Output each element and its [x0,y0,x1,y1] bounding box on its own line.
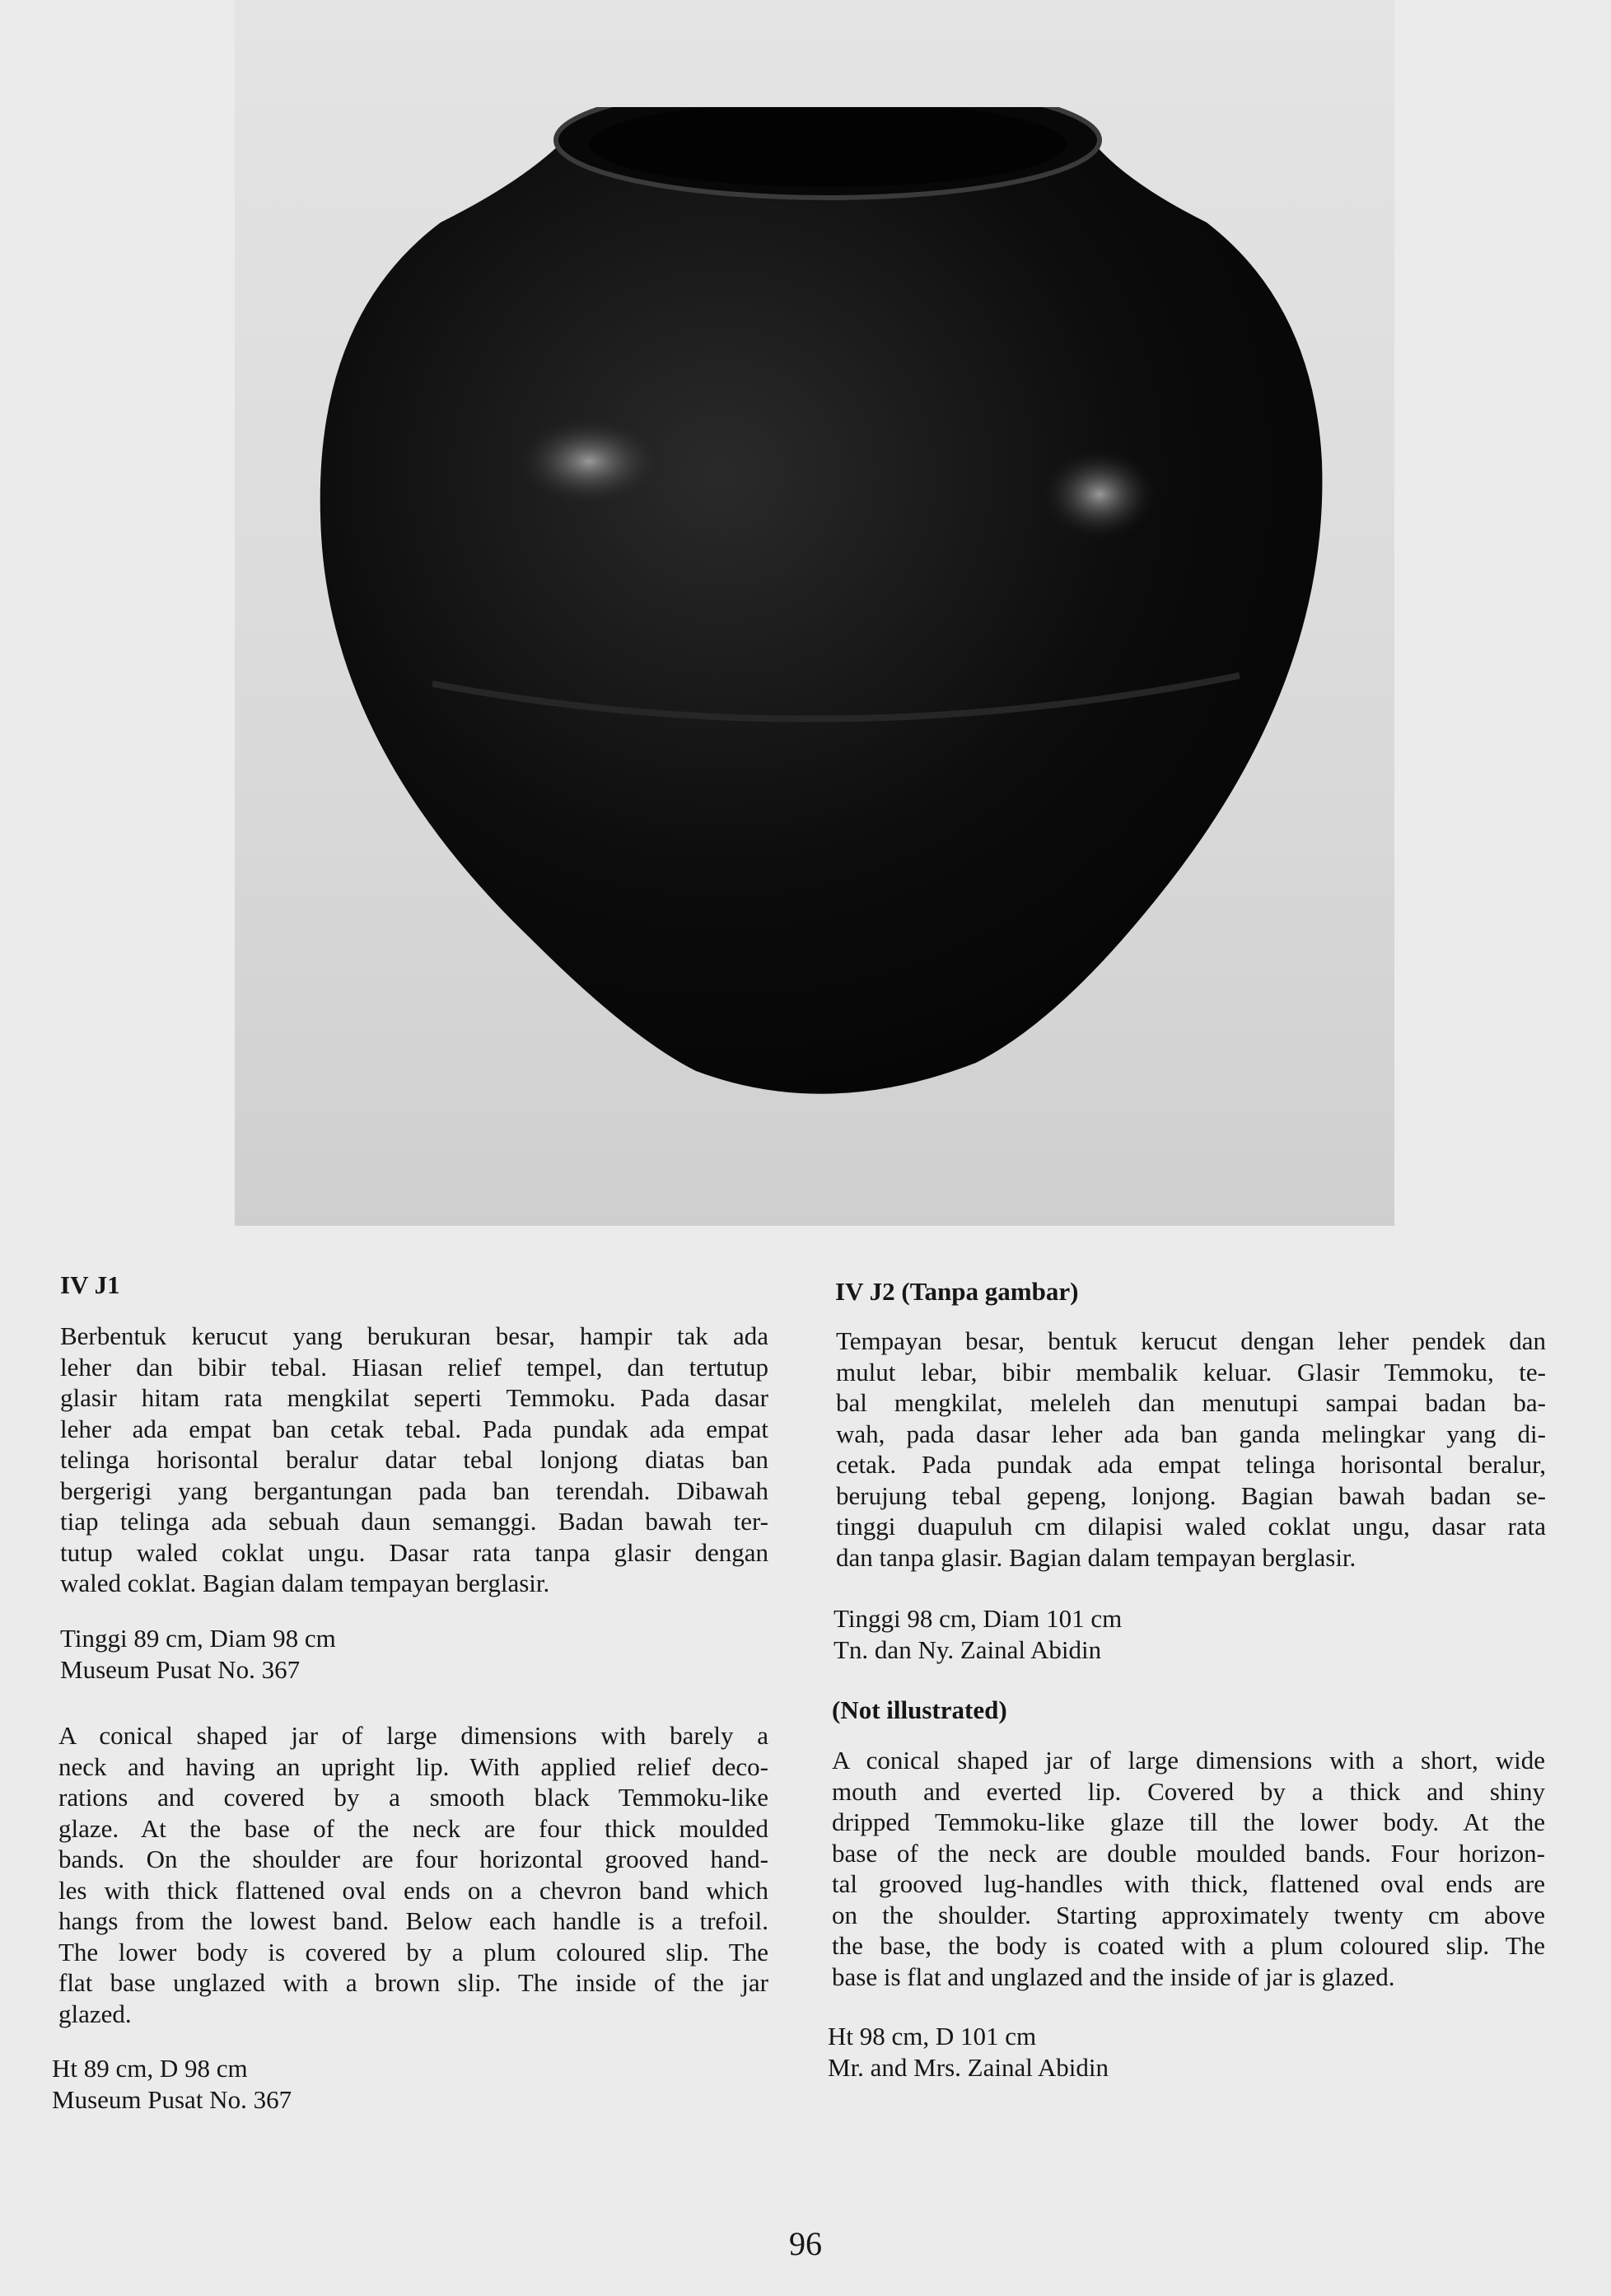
text-line: Tempayan besar, bentuk kerucut dengan leher pendek dan [836,1326,1546,1355]
text-line: wah, pada dasar leher ada ban ganda melingkar yang di- [836,1419,1546,1448]
text-line: the base, the body is coated with a plum coloured slip. The [832,1931,1545,1960]
text-line: telinga horisontal beralur datar tebal lonjong diatas ban [60,1445,768,1474]
text-line: rations and covered by a smooth black Temmoku-like [58,1783,768,1812]
iv-j1-indonesian-description [60,1321,768,1599]
owner: Mr. and Mrs. Zainal Abidin [828,2052,1109,2082]
text-line: bal mengkilat, meleleh dan menutupi sampai badan ba- [836,1388,1546,1417]
temmoku-jar-image [317,107,1342,1133]
text-line: berujung tebal gepeng, lonjong. Bagian bawah badan se- [836,1480,1546,1510]
owner: Museum Pusat No. 367 [52,2084,292,2114]
text-line: neck and having an upright lip. With applied relief deco- [58,1751,768,1781]
text-line: glazed. [58,1999,132,2028]
text-line: waled coklat. Bagian dalam tempayan berglasir. [60,1569,550,1597]
text-line: A conical shaped jar of large dimensions with a short, wide [832,1746,1545,1775]
text-line: tal grooved lug-handles with thick, flattened oval ends are [832,1869,1545,1898]
text-line: mouth and everted lip. Covered by a thick and shiny [832,1776,1545,1806]
text-line: bergerigi yang bergantungan pada ban terendah. Dibawah [60,1475,768,1505]
text-line: dan tanpa glasir. Bagian dalam tempayan berglasir. [836,1542,1357,1572]
text-line: on the shoulder. Starting approximately twenty cm above [832,1900,1545,1929]
text-line: bands. On the shoulder are four horizontal grooved hand- [58,1845,768,1873]
text-line: flat base unglazed with a brown slip. The inside of the jar [58,1968,768,1997]
iv-j1-english-description [58,1720,768,2029]
iv-j2-english-details [828,2021,1109,2083]
entry-heading-iv-j1: IV J1 [60,1270,120,1299]
dimensions: Tinggi 98 cm, Diam 101 cm [834,1604,1123,1633]
text-line: tutup waled coklat ungu. Dasar rata tanpa glasir dengan [60,1537,768,1567]
owner: Tn. dan Ny. Zainal Abidin [834,1634,1102,1664]
text-line: glasir hitam rata mengkilat seperti Temmoku. Pada dasar [60,1383,768,1412]
dimensions: Ht 89 cm, D 98 cm [52,2054,248,2083]
iv-j2-indonesian-description [836,1326,1546,1573]
not-illustrated-label: (Not illustrated) [832,1695,1007,1724]
text-line: leher ada empat ban cetak tebal. Pada pundak ada empat [60,1414,768,1443]
text-line: base of the neck are double moulded bands. Four horizon- [832,1838,1545,1868]
text-line: A conical shaped jar of large dimensions with barely a [58,1721,768,1750]
iv-j1-indonesian-details [60,1623,336,1685]
text-line: mulut lebar, bibir membalik keluar. Glasir Temmoku, te- [836,1357,1546,1386]
iv-j2-indonesian-details [834,1603,1122,1665]
iv-j1-english-details [52,2053,292,2115]
text-line: glaze. At the base of the neck are four thick moulded [58,1813,768,1843]
text-line: cetak. Pada pundak ada empat telinga horisontal beralur, [836,1450,1546,1479]
text-line: base is flat and unglazed and the inside of jar is glazed. [832,1962,1395,1991]
text-line: tinggi duapuluh cm dilapisi waled coklat ungu, dasar rata [836,1512,1546,1541]
text-line: Berbentuk kerucut yang berukuran besar, hampir tak ada [60,1321,768,1350]
dimensions: Ht 98 cm, D 101 cm [828,2022,1037,2051]
text-line: dripped Temmoku-like glaze till the lower body. At the [832,1807,1545,1836]
text-line: leher dan bibir tebal. Hiasan relief tempel, dan tertutup [60,1352,768,1382]
entry-heading-iv-j2: IV J2 (Tanpa gambar) [835,1277,1079,1306]
text-line: hangs from the lowest band. Below each handle is a trefoil. [58,1906,768,1935]
iv-j2-english-description [832,1745,1545,1992]
text-line: tiap telinga ada sebuah daun semanggi. Badan bawah ter- [60,1507,768,1536]
dimensions: Tinggi 89 cm, Diam 98 cm [60,1624,336,1653]
page-number: 96 [789,2225,822,2262]
text-line: les with thick flattened oval ends on a chevron band which [58,1875,768,1905]
owner: Museum Pusat No. 367 [60,1654,301,1684]
text-line: The lower body is covered by a plum coloured slip. The [58,1937,768,1966]
jar-photograph [235,0,1394,1226]
